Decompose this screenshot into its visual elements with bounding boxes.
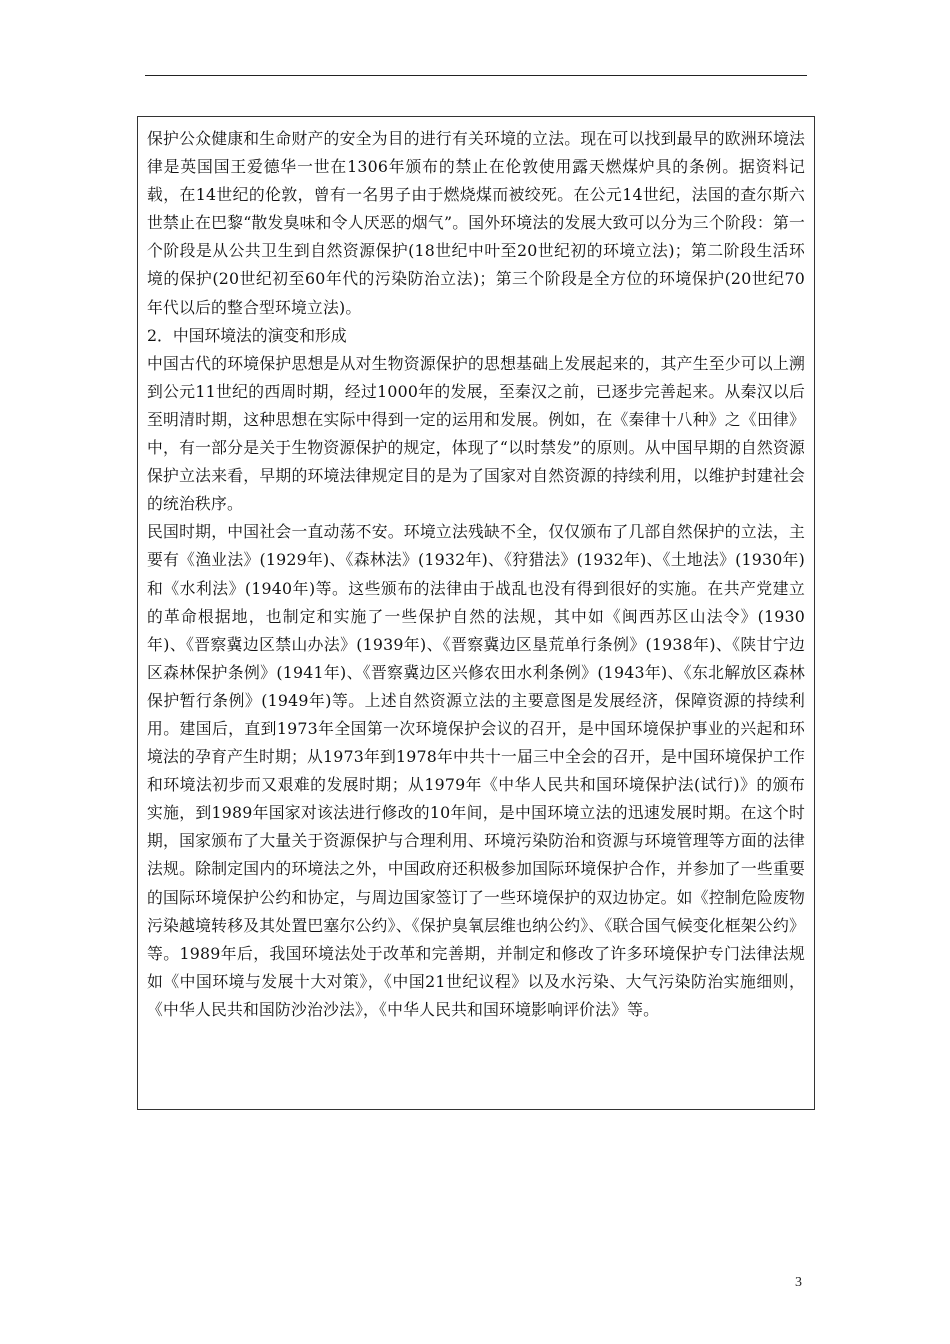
section-heading-china-environmental-law: 2．中国环境法的演变和形成: [147, 325, 347, 345]
paragraph-ancient-china: 中国古代的环境保护思想是从对生物资源保护的思想基础上发展起来的，其产生至少可以上溯到公元11世纪的西周时期，经过1000年的发展，至秦汉之前，已逐步完善起来。从秦汉以后至明清时期，这种思想在实际中得到一定的运用和发展。例如，在《秦律十八种》之《田律》中，有一部分是关于生物资源保护的规定，体现了“以时禁发”的原则。从中国早期的自然资源保护立法来看，早期的环境法律规定目的是为了国家对自然资源的持续利用，以维护封建社会的统治秩序。: [147, 353, 805, 514]
paragraph-republic-and-modern: 民国时期，中国社会一直动荡不安。环境立法残缺不全，仅仅颁布了几部自然保护的立法，主要有《渔业法》(1929年)、《森林法》(1932年)、《狩猎法》(1932年)、《土地法》(1930年)和《水利法》(1940年)等。这些颁布的法律由于战乱也没有得到很好的实施。在共产党建立的革命根据地，也制定和实施了一些保护自然的法规，其中如《闽西苏区山法令》(1930年)、《晋察冀边区禁山办法》(1939年)、《晋察冀边区垦荒单行条例》(1938年)、《陕甘宁边区森林保护条例》(1941年)、《晋察冀边区兴修农田水利条例》(1943年)、《东北解放区森林保护暂行条例》(1949年)等。上述自然资源立法的主要意图是发展经济，保障资源的持续利用。建国后，直到1973年全国第一次环境保护会议的召开，是中国环境保护事业的兴起和环境法的孕育产生时期；从1973年到1978年中共十一届三中全会的召开，是中国环境保护工作和环境法初步而又艰难的发展时期；从1979年《中华人民共和国环境保护法(试行)》的颁布实施，到1989年国家对该法进行修改的10年间，是中国环境立法的迅速发展时期。在这个时期，国家颁布了大量关于资源保护与合理利用、环境污染防治和资源与环境管理等方面的法律法规。除制定国内的环境法之外，中国政府还积极参加国际环境保护合作，并参加了一些重要的国际环境保护公约和协定，与周边国家签订了一些环境保护的双边协定。如《控制危险废物污染越境转移及其处置巴塞尔公约》、《保护臭氧层维也纳公约》、《联合国气候变化框架公约》等。1989年后，我国环境法处于改革和完善期，并制定和修改了许多环境保护专门法律法规如《中国环境与发展十大对策》，《中国21世纪议程》以及水污染、大气污染防治实施细则，《中华人民共和国防沙治沙法》，《中华人民共和国环境影响评价法》等。: [147, 522, 805, 1019]
header-rule: [145, 75, 807, 76]
page-number: 3: [795, 1275, 802, 1290]
content-box: [137, 116, 815, 1110]
paragraph-foreign-environmental-law: 保护公众健康和生命财产的安全为目的进行有关环境的立法。现在可以找到最早的欧洲环境法律是英国国王爱德华一世在1306年颁布的禁止在伦敦使用露天燃煤炉具的条例。据资料记载，在14世纪的伦敦，曾有一名男子由于燃烧煤而被绞死。在公元14世纪，法国的查尔斯六世禁止在巴黎“散发臭味和令人厌恶的烟气”。国外环境法的发展大致可以分为三个阶段：第一个阶段是从公共卫生到自然资源保护(18世纪中叶至20世纪初的环境立法)；第二阶段生活环境的保护(20世纪初至60年代的污染防治立法)；第三个阶段是全方位的环境保护(20世纪70年代以后的整合型环境立法)。: [147, 129, 805, 317]
